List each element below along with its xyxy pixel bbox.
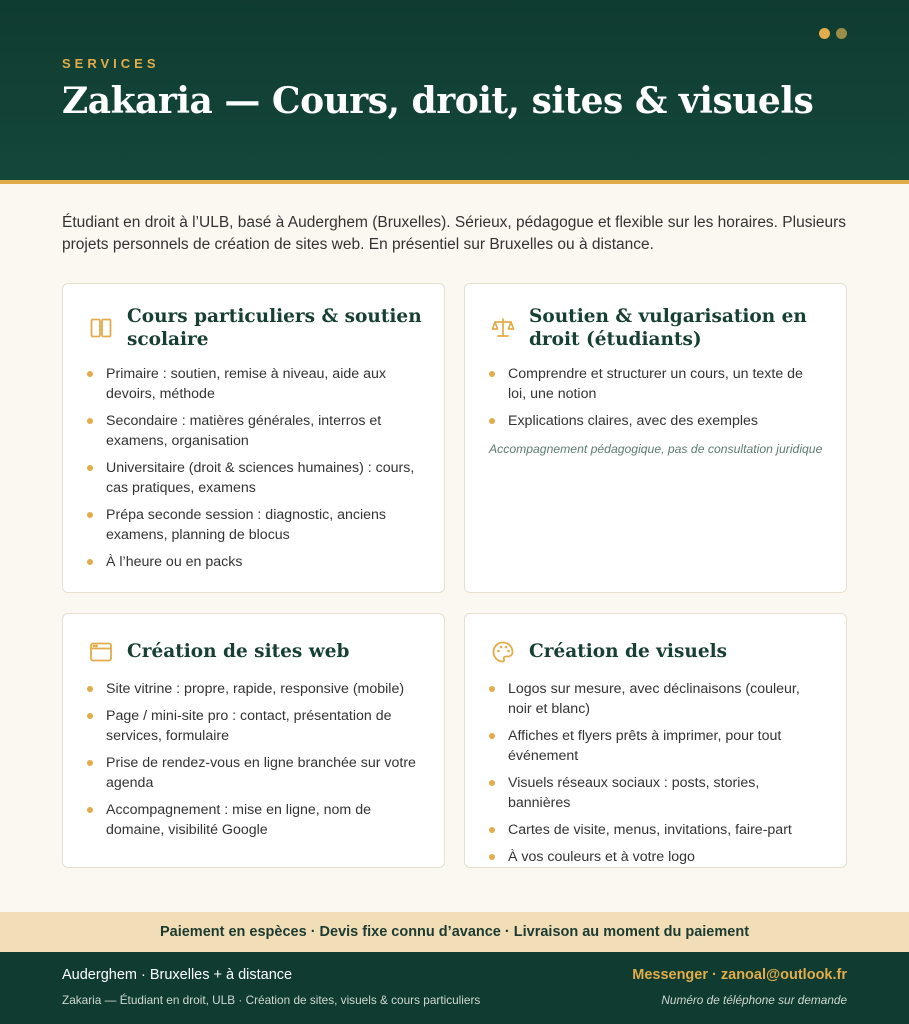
card-cours-particuliers	[62, 283, 445, 593]
section-eyebrow: SERVICES	[62, 56, 160, 71]
card-header	[89, 305, 424, 351]
list-item: Cartes de visite, menus, invitations, faire-part	[489, 820, 822, 840]
page-footer	[0, 952, 909, 1024]
scales-icon	[491, 316, 515, 340]
list-item: Site vitrine : propre, rapide, responsive (mobile)	[87, 679, 420, 699]
list-item: Universitaire (droit & sciences humaines) : cours, cas pratiques, examens	[87, 458, 420, 498]
card-list	[87, 364, 420, 579]
page-dot-active	[819, 28, 830, 39]
payment-terms-band: Paiement en espèces · Devis fixe connu d’avance · Livraison au moment du paiement	[0, 912, 909, 952]
intro-paragraph: Étudiant en droit à l’ULB, basé à Auderghem (Bruxelles). Sérieux, pédagogue et flexible sur les horaires. Plusieurs projets personnels de création de sites web. En présentiel sur Bruxelles ou à distance.	[62, 214, 847, 253]
card-list	[87, 679, 420, 847]
list-item: Comprendre et structurer un cours, un texte de loi, une notion	[489, 364, 822, 404]
card-title: Création de visuels	[529, 641, 728, 662]
list-item: Prise de rendez-vous en ligne branchée sur votre agenda	[87, 753, 420, 793]
footer-tagline: Zakaria — Étudiant en droit, ULB · Création de sites, visuels & cours particuliers	[62, 993, 481, 1007]
card-list	[489, 679, 822, 874]
list-item: Explications claires, avec des exemples	[489, 411, 822, 431]
card-header	[89, 640, 424, 664]
book-icon	[89, 316, 113, 340]
footer-location: Auderghem · Bruxelles + à distance	[62, 967, 293, 983]
list-item: Primaire : soutien, remise à niveau, aide aux devoirs, méthode	[87, 364, 420, 404]
list-item: Prépa seconde session : diagnostic, anciens examens, planning de blocus	[87, 505, 420, 545]
page-dot	[836, 28, 847, 39]
list-item: À l’heure ou en packs	[87, 552, 420, 572]
palette-icon	[491, 640, 515, 664]
card-header	[491, 640, 826, 664]
list-item: Secondaire : matières générales, interros et examens, organisation	[87, 411, 420, 451]
page-header	[0, 0, 909, 180]
page-indicator-dots	[819, 28, 847, 39]
card-droit	[464, 283, 847, 593]
card-sites-web	[62, 613, 445, 868]
list-item: Logos sur mesure, avec déclinaisons (couleur, noir et blanc)	[489, 679, 822, 719]
footer-contact: Messenger · zanoal@outlook.fr	[632, 967, 847, 983]
list-item: Page / mini-site pro : contact, présentation de services, formulaire	[87, 706, 420, 746]
list-item: Affiches et flyers prêts à imprimer, pour tout événement	[489, 726, 822, 766]
card-note: Accompagnement pédagogique, pas de consultation juridique	[489, 442, 823, 456]
list-item: À vos couleurs et à votre logo	[489, 847, 822, 867]
browser-window-icon	[89, 640, 113, 664]
card-title: Soutien & vulgarisation en droit (étudiants)	[529, 306, 807, 350]
card-list	[489, 364, 822, 438]
header-divider	[0, 180, 909, 184]
card-visuels	[464, 613, 847, 868]
footer-phone-note: Numéro de téléphone sur demande	[661, 993, 847, 1007]
card-header	[491, 305, 826, 351]
page-title: Zakaria — Cours, droit, sites & visuels	[62, 80, 814, 122]
list-item: Visuels réseaux sociaux : posts, stories, bannières	[489, 773, 822, 813]
card-title: Création de sites web	[127, 641, 350, 662]
list-item: Accompagnement : mise en ligne, nom de domaine, visibilité Google	[87, 800, 420, 840]
card-title: Cours particuliers & soutien scolaire	[127, 306, 422, 350]
